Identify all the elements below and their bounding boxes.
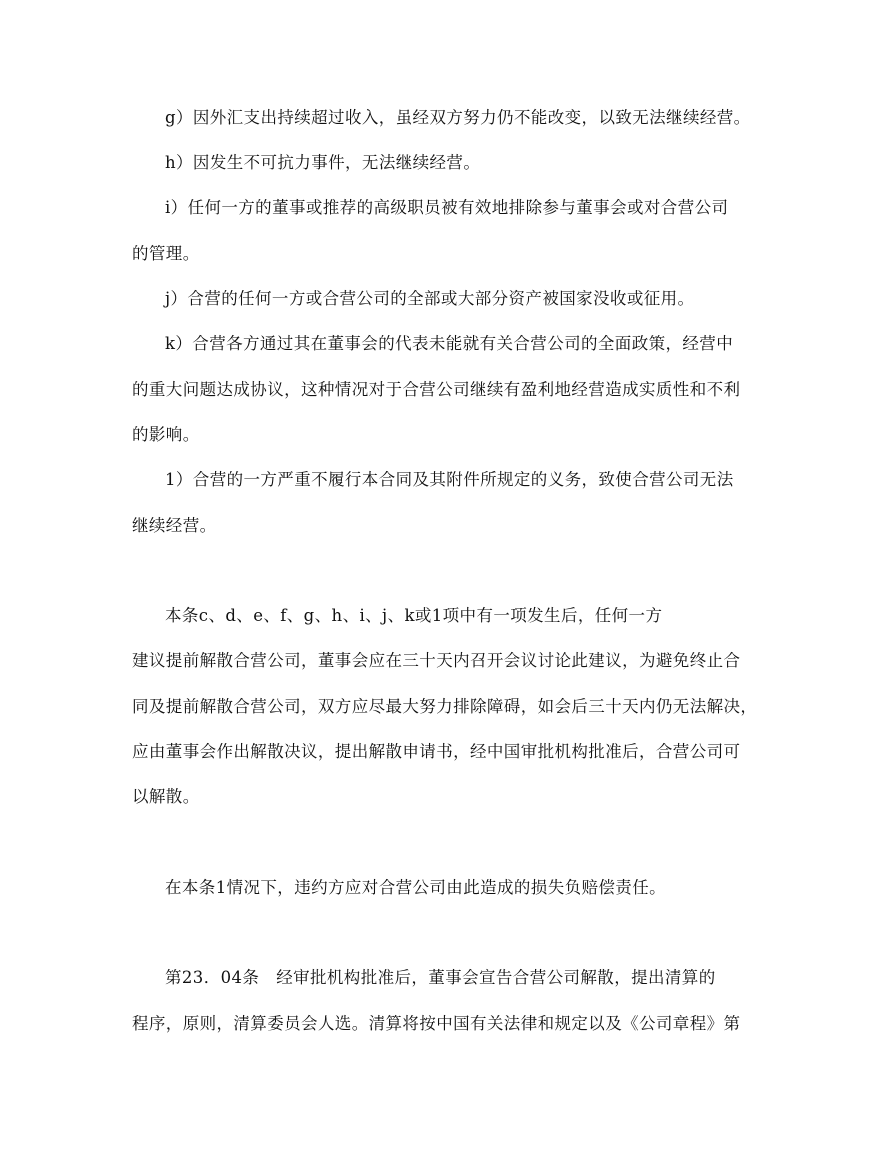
clause-i-continued: 的管理。 bbox=[132, 244, 200, 263]
article-23-04-continued: 程序，原则，清算委员会人选。清算将按中国有关法律和规定以及《公司章程》第 bbox=[132, 1014, 741, 1033]
paragraph-liability: 在本条1情况下，违约方应对合营公司由此造成的损失负赔偿责任。 bbox=[165, 878, 666, 897]
paragraph-dissolution-line-2: 建议提前解散合营公司，董事会应在三十天内召开会议讨论此建议，为避免终止合 bbox=[132, 651, 741, 670]
clause-g: g）因外汇支出持续超过收入，虽经双方努力仍不能改变，以致无法继续经营。 bbox=[165, 108, 751, 127]
clause-k-continued-1: 的重大问题达成协议，这种情况对于合营公司继续有盈利地经营造成实质性和不利 bbox=[132, 380, 741, 399]
paragraph-dissolution: 本条c、d、e、f、g、h、i、j、k或1项中有一项发生后，任何一方 bbox=[165, 606, 663, 625]
clause-h: h）因发生不可抗力事件，无法继续经营。 bbox=[165, 153, 481, 172]
clause-j: j）合营的任何一方或合营公司的全部或大部分资产被国家没收或征用。 bbox=[165, 289, 695, 308]
paragraph-dissolution-line-5: 以解散。 bbox=[132, 787, 200, 806]
article-23-04: 第23．04条 经审批机构批准后，董事会宣告合营公司解散，提出清算的 bbox=[165, 968, 716, 987]
paragraph-dissolution-line-4: 应由董事会作出解散决议，提出解散申请书，经中国审批机构批准后，合营公司可 bbox=[132, 742, 741, 761]
clause-l: 1）合营的一方严重不履行本合同及其附件所规定的义务，致使合营公司无法 bbox=[165, 470, 734, 489]
clause-k-continued-2: 的影响。 bbox=[132, 425, 200, 444]
clause-l-continued: 继续经营。 bbox=[132, 516, 217, 535]
paragraph-dissolution-line-3: 同及提前解散合营公司，双方应尽最大努力排除障碍，如会后三十天内仍无法解决， bbox=[132, 697, 758, 716]
clause-i: i）任何一方的董事或推荐的高级职员被有效地排除参与董事会或对合营公司 bbox=[165, 198, 729, 217]
clause-k: k）合营各方通过其在董事会的代表未能就有关合营公司的全面政策，经营中 bbox=[165, 334, 734, 353]
